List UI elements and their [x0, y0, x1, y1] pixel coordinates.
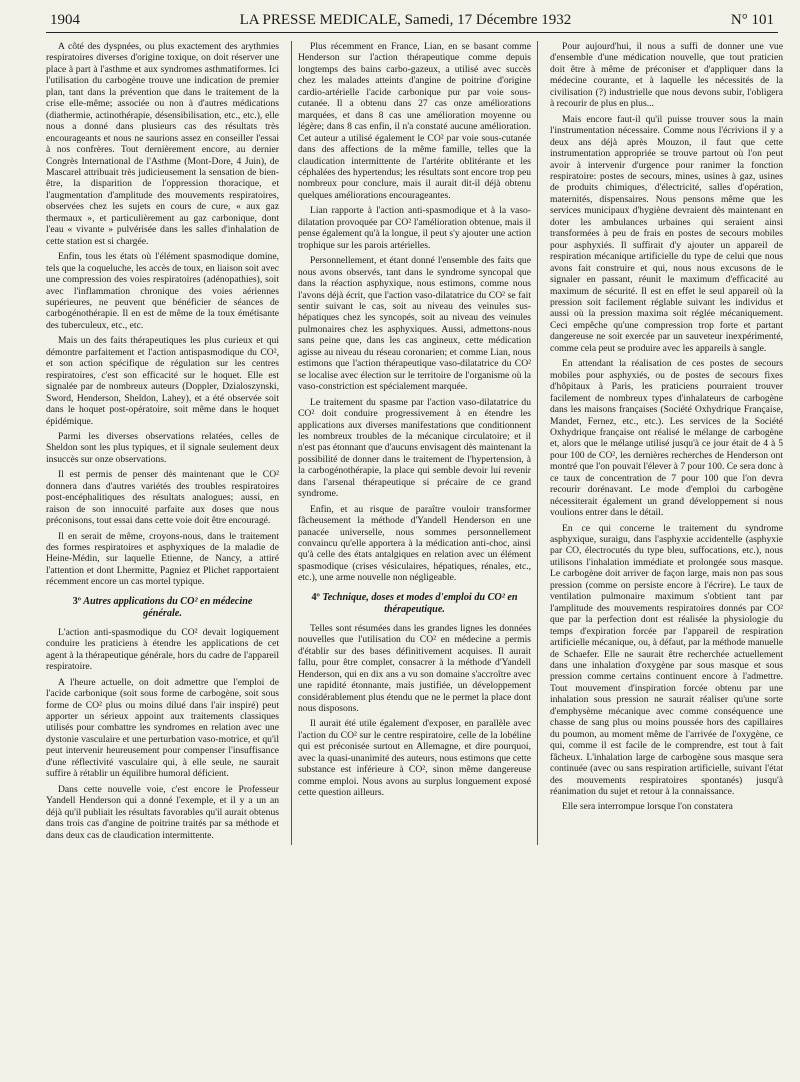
paragraph: Personnellement, et étant donné l'ensemble des faits que nous avons observés, tant dans le syndrome syncopal que dans la réaction asphyxique, nous estimons, comme nous l'avons déjà écrit, que l'action vaso-dilatatrice du CO² se fait sentir suivant le cas, soit au niveau des veinules sus-hépatiques chez les syncopés, soit au niveau des veinules pulmonaires chez les asphyxiques. Aussi, admettons-nous sans peine que, dans les cas angineux, cette médication agisse au niveau du réseau coronarien; et comme Lian, nous estimons que l'action thérapeutique vaso-dilatatrice du CO² se localise avec élection sur le territoire de l'organisme où la vaso-constriction est spécialement marquée. [298, 255, 531, 393]
paragraph: Telles sont résumées dans les grandes lignes les données nouvelles que l'utilisation du CO² en médecine a permis d'établir sur des bases définitivement acquises. Il aurait fallu, pour être complet, consacrer à la méthode d'Yandell Henderson, qui en dix ans a vu son domaine s'accroître avec une rapidité étonnante, mais justifiée, un développement considérablement plus étendu que ne le permet la place dont nous disposons. [298, 622, 531, 715]
paragraph: Pour aujourd'hui, il nous a suffi de donner une vue d'ensemble d'une médication nouvelle, que tout praticien doit être à même de préconiser et d'appliquer dans la médecine courante, et à laquelle les nécessités de la civilisation (?) industrielle que nous devons subir, l'obligera à recourir de plus en plus... [550, 41, 783, 110]
section-number: 3º [72, 595, 82, 607]
paragraph: Plus récemment en France, Lian, en se basant comme Henderson sur l'action thérapeutique comme depuis longtemps des bains carbo-gazeux, a utilisé avec succès chez les malades atteints d'angine de poitrine d'origine cardio-artérielle l'acide carbonique pur par voie sous-cutanée. Il a obtenu dans 27 cas onze améliorations marquées, et dans 8 cas une amélioration moyenne ou légère; dans 8 cas enfin, il n'a constaté aucune amélioration. Cet auteur a utilisé également le CO² par voie sous-cutanée dans des affections de la même famille, telles que la claudication intermittente de l'artérite oblitérante et les céphalées des hypertendus; les résultats sont encore trop peu nombreux pour conclure, mais il aurait dit-il déjà obtenu quelques améliorations encourageantes. [298, 41, 531, 201]
journal-title: LA PRESSE MEDICALE, Samedi, 17 Décembre 1932 [239, 12, 572, 28]
paragraph: L'action anti-spasmodique du CO² devait logiquement conduire les praticiens à étendre les applications de cet agent à la thérapeutique générale, hors du cadre de l'appareil respiratoire. [46, 626, 279, 673]
paragraph: Mais encore faut-il qu'il puisse trouver sous la main l'instrumentation nécessaire. Comme nous l'écrivions il y a deux ans déjà après Mouzon, il faut que cette instrumentation appropriée se trouve partout où l'on peut avoir à intervenir d'urgence pour ranimer la fonction respiratoire: postes de secours, mines, usines à gaz, usines de produits chimiques, d'électricité, salles d'opération, maternités, dispensaires. Nous pensons même que les services municipaux d'hygiène devraient dès maintenant en doter les ambulances urbaines qui seraient ainsi transformées à peu de frais en postes de secours mobiles pour asphyxiés. Il suffirait d'y ajouter un appareil de respiration mécanique artificielle du type de celui que nous avons fait construire et qui, nous nous excusons de le signaler en passant, réunit le maximum d'efficacité au maximum de sécurité. Il est en effet le seul appareil où la pression soit facilement réglable suivant les individus et aussi où la pression maxima soit réglée mécaniquement. Ceci empêche qu'une compression trop forte et partant dangereuse ne soit exercée par un sauveteur inexpérimenté, comme cela peut se produire avec les appareils à sangle. [550, 113, 783, 354]
paragraph: Elle sera interrompue lorsque l'on constatera [562, 801, 733, 813]
paragraph: Enfin, et au risque de paraître vouloir transformer fâcheusement la méthode d'Yandell Henderson en une panacée universelle, nous sommes personnellement convaincu qu'elle apportera à la médication anti-choc, ainsi qu'à celle des états antalgiques en relation avec un élément spasmodique (crises vésiculaires, hépatiques, rénales, etc., etc.), une arme nouvelle non négligeable. [298, 503, 531, 584]
paragraph: Il en serait de même, croyons-nous, dans le traitement des formes respiratoires et asphyxiques de la maladie de Heine-Médin, sur laquelle Etienne, de Nancy, a attiré l'attention et dont Lhermitte, Pagniez et Plichet rapportaient récemment encore un cas mortel typique. [46, 530, 279, 588]
page-header [46, 12, 778, 33]
section-heading [52, 596, 273, 620]
paragraph: Dans cette nouvelle voie, c'est encore le Professeur Yandell Henderson qui a donné l'exemple, et il y a un an déjà qu'il publiait les résultats favorables qu'il aurait obtenus dans trois cas d'angine de poitrine traités par sa méthode et dans deux cas de claudication intermittente. [46, 783, 279, 841]
paragraph: Mais un des faits thérapeutiques les plus curieux et qui démontre parfaitement et l'action antispasmodique du CO², et son action spécifique de régulation sur les centres respiratoires, c'est son efficacité sur le hoquet. Elle est signalée par de nombreux auteurs (Doppler, Dzialoszynski, Sword, Henderson, Sheldon, Lahey), et a été observée soit dans le hoquet post-opératoire, soit même dans le hoquet épidémique. [46, 335, 279, 427]
section-title: Autres applications du CO² en médecine générale. [83, 595, 253, 619]
section-heading [304, 592, 525, 616]
paragraph: Il est permis de penser dès maintenant que le CO² donnera dans d'autres variétés des troubles respiratoires post-encéphalitiques des résultats analogues; aussi, en raison de son innocuité parfaite aux doses que nous préconisons, tout essai dans cette voie doit être encouragé. [46, 469, 279, 527]
paragraph: En attendant la réalisation de ces postes de secours mobiles pour asphyxiés, ou de postes de secours fixes d'hôpitaux à Paris, les praticiens pourraient trouver facilement de nombreux types d'inhalateurs de carbogène dans les maisons françaises (Société Oxhydrique Française, Mandet, Fernez, etc., etc.). Les services de la Société Oxhydrique française ont réalisé le mélange de carbogène et, alors que le mélange utilisé jusqu'à ce jour était de 4 à 5 pour 100 de CO², les dernières recherches de Henderson ont montré que l'on pouvait l'élever à 7 pour 100. Ce sera donc à ce taux de concentration de 7 pour 100 que l'on devra recourir dorénavant. Le mode d'emploi du carbogène nécessiterait également un grand développement si nous voulions entrer dans le détail. [550, 358, 783, 519]
paragraph: Parmi les diverses observations relatées, celles de Sheldon sont les plus typiques, et il signale seulement deux insuccès sur onze observations. [46, 430, 279, 465]
column-3 [550, 41, 783, 845]
paragraph: Il aurait été utile également d'exposer, en parallèle avec l'action du CO² sur le centre respiratoire, celle de la lobéline qui est préconisée surtout en Allemagne, et dire pourquoi, avec la quasi-unanimité des auteurs, nous estimons que cette substance est inférieure à CO², sinon même dangereuse comme emploi. Nous avons au surplus longuement exposé cette question ailleurs. [298, 718, 531, 799]
page-number: 1904 [50, 12, 80, 28]
paragraph: A côté des dyspnées, ou plus exactement des arythmies respiratoires diverses d'origine toxique, on doit réserver une place à part à l'asthme et aux syndromes asthmatiformes. Ici l'utilisation du carbogène trouve une indication de premier plan, tant dans la prévention que dans le traitement de la crise elle-même; associée ou non à d'autres médications (diathermie, actinothérapie, désensibilisation, etc., etc.), elle nous a donné dans plusieurs cas des résultats très encourageants et nous ne saurions assez en conseiller l'essai à nos confrères. Tout dernièrement encore, au dernier Congrès International de l'Asthme (Mont-Dore, 4 Juin), de Mascarel attribuait très judicieusement la sensation de bien-être, la disparition de l'oppression thoracique, et l'augmentation d'amplitude des mouvements respiratoires, observées chez les sujets en cours de cure, « aux gaz thermaux », et particulièrement au gaz carbonique, dont l'eau « vivante » pulvérisée dans les salles d'inhalation de cette station est si chargée. [46, 41, 279, 247]
paragraph: Enfin, tous les états où l'élément spasmodique domine, tels que la coqueluche, les accès de toux, en liaison soit avec une compression des voies respiratoires (adénopathies), soit avec l'inflammation chronique des voies aériennes supérieures, ne peuvent que bénéficier de séances de carbogénothérapie. Il en est de même de la toux émétisante des tuberculeux, etc., etc. [46, 251, 279, 331]
paragraph: A l'heure actuelle, on doit admettre que l'emploi de l'acide carbonique (soit sous forme de carbogène, soit sous forme de CO² plus ou moins dilué dans l'air inspiré) peut apporter un sérieux appoint aux traitements classiques utilisés pour combattre les syndromes en relation avec une dystonie vasculaire et une perturbation vaso-motrice, et qu'il peut intervenir heureusement pour compenser l'insuffisance d'une réflectivité vasculaire qui, à elle seule, ne saurait suffire à rétablir un équilibre humoral déficient. [46, 676, 279, 780]
paragraph: Le traitement du spasme par l'action vaso-dilatatrice du CO² doit conduire progressivement à en étendre les applications aux diverses manifestations que conditionnent les nombreux troubles de la mécanique circulatoire; et il n'est pas étonnant que d'aucuns envisagent dès maintenant la possibilité de donner dans le traitement de l'hypertension, à la carbogénothérapie, la place qui semble devoir lui revenir dans l'arsenal thérapeutique si précaire de ce grand syndrome. [298, 396, 531, 500]
section-title: Technique, doses et modes d'emploi du CO² en thérapeutique. [322, 591, 518, 615]
article-columns [46, 41, 783, 845]
issue-number: N° 101 [730, 12, 774, 28]
section-number: 4º [311, 591, 320, 603]
paragraph: Lian rapporte à l'action anti-spasmodique et à la vaso-dilatation provoquée par CO² l'amélioration obtenue, mais il pense également qu'à la longue, il peut s'y ajouter une action trophique sur les parois artérielles. [298, 205, 531, 251]
column-2 [291, 41, 538, 845]
column-1 [46, 41, 279, 845]
paragraph: En ce qui concerne le traitement du syndrome asphyxique, suraigu, dans l'asphyxie accidentelle (asphyxie par CO, électrocutés du type bleu, suffocations, etc.), nous utilisons l'inhalation immédiate et prolongée sous masque. Le carbogène doit arriver de façon large, mais non pas sous pression (comme on persiste encore à l'écrire). Le taux de ventilation pulmonaire maximum s'obtient tant par l'amplitude des mouvements respiratoires donnés par CO² que par la perfection dont est réalisée la physiologie du temps d'expiration forcée par l'appareil de respiration artificielle mécanique, ou, à défaut, par la méthode manuelle de Schaefer. Elle ne saurait être recherchée actuellement dans une inhalation d'oxygène par sous masque et sous pression comme certains continuent encore à l'admettre. Tout mouvement d'inspiration forcée obtenu par une inhalation sous pression ne saurait réaliser qu'une sorte d'emphysème mécanique avec comme conséquence une chasse de sang plus ou moins poussée hors des capillaires du poumon, au moment même de l'arrivée de l'oxygène, ce qui, comme il est facile de le comprendre, est tout à fait fâcheux. L'inhalation large de carbogène sous masque sera continuée (avec ou sans respiration artificielle, suivant l'état des mouvements respiratoires spontanés) jusqu'à réanimation du sujet et retour à la connaissance. [550, 522, 783, 797]
